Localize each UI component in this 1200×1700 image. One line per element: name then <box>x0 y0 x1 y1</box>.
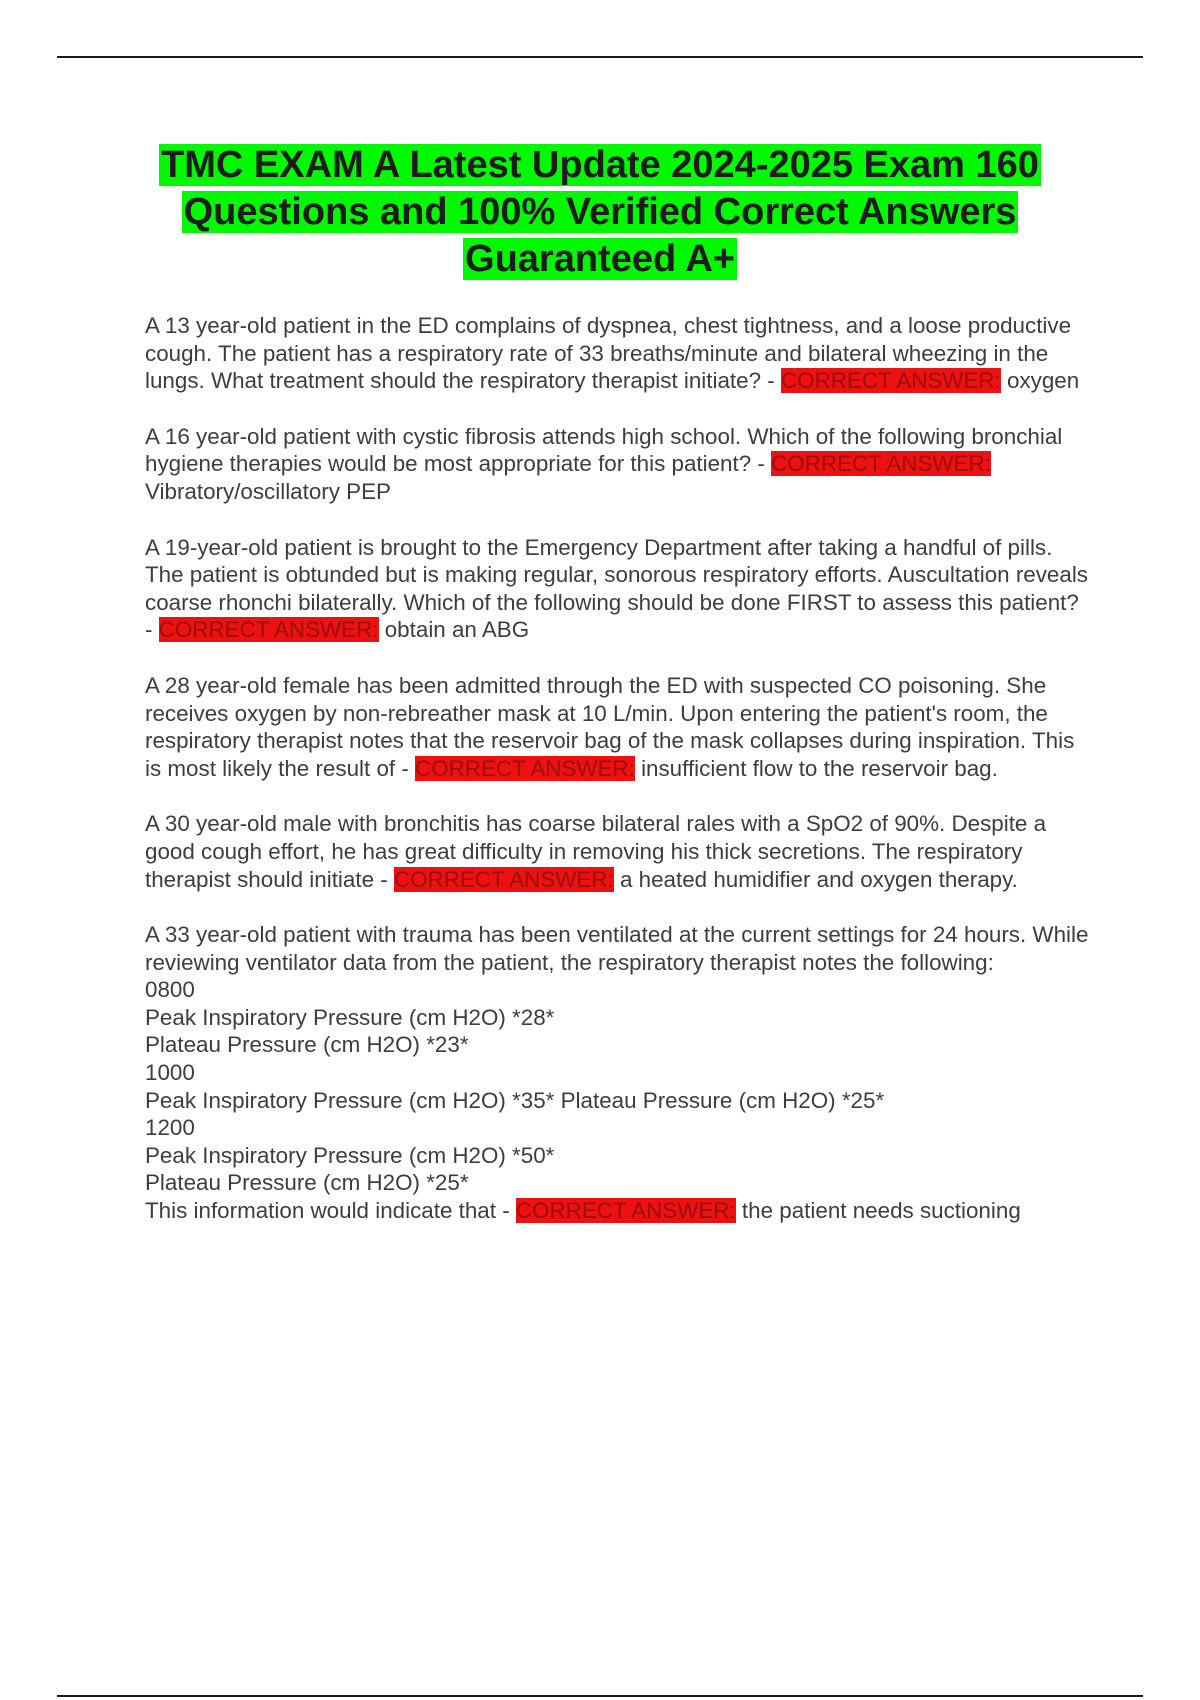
qa-item-4 <box>145 672 1090 782</box>
answer-text: insufficient flow to the reservoir bag. <box>641 755 998 781</box>
vent-data-line: Plateau Pressure (cm H2O) *25* <box>145 1170 469 1196</box>
answer-text: Vibratory/oscillatory PEP <box>145 478 391 504</box>
qa-item-1 <box>145 312 1090 395</box>
qa-item-3 <box>145 534 1090 644</box>
vent-data-line: 0800 <box>145 977 195 1003</box>
bottom-rule <box>57 1695 1143 1697</box>
question-text: A 16 year-old patient with cystic fibrosis attends high school. Which of the following bronchial hygiene therapies would be most appropriate for this patient? - <box>145 423 1063 477</box>
vent-data-line: Peak Inspiratory Pressure (cm H2O) *50* <box>145 1142 555 1168</box>
question-text: A 30 year-old male with bronchitis has coarse bilateral rales with a SpO2 of 90%. Despite a good cough effort, he has great difficulty in removing his thick secretions. The respiratory therapist should initiate - <box>145 811 1047 892</box>
vent-data-line: Peak Inspiratory Pressure (cm H2O) *28* <box>145 1004 555 1030</box>
answer-text: obtain an ABG <box>384 617 530 643</box>
correct-answer-label: CORRECT ANSWER: <box>515 1198 736 1224</box>
question-text: A 19-year-old patient is brought to the Emergency Department after taking a handful of pills. The patient is obtunded but is making regular, sonorous respiratory efforts. Auscultation reveals coarse rhonchi bilaterally. Which of the following should be done FIRST to assess this patient? - <box>145 534 1089 643</box>
correct-answer-label: CORRECT ANSWER: <box>771 451 991 477</box>
top-rule <box>57 56 1143 58</box>
qa-item-2 <box>145 423 1090 506</box>
correct-answer-label: CORRECT ANSWER: <box>415 755 635 781</box>
question-text: This information would indicate that - <box>145 1198 510 1224</box>
vent-data-line: 1200 <box>145 1115 195 1141</box>
qa-item-5 <box>145 810 1090 893</box>
correct-answer-label: CORRECT ANSWER: <box>393 866 614 892</box>
answer-text: the patient needs suctioning <box>741 1198 1021 1224</box>
vent-data-line: Peak Inspiratory Pressure (cm H2O) *35* Plateau Pressure (cm H2O) *25* <box>145 1087 885 1113</box>
answer-text: a heated humidifier and oxygen therapy. <box>619 866 1018 892</box>
title-highlight: TMC EXAM A Latest Update 2024-2025 Exam 160 Questions and 100% Verified Correct Answers Guaranteed A+ <box>161 144 1039 280</box>
question-intro: A 33 year-old patient with trauma has been ventilated at the current settings for 24 hours. While reviewing ventilator data from the patient, the respiratory therapist notes the following: <box>145 922 1089 975</box>
question-text: A 13 year-old patient in the ED complains of dyspnea, chest tightness, and a loose productive cough. The patient has a respiratory rate of 33 breaths/minute and bilateral wheezing in the lungs. What treatment should the respiratory therapist initiate? - <box>145 313 1072 394</box>
document-title <box>100 142 1100 283</box>
question-text: A 28 year-old female has been admitted through the ED with suspected CO poisoning. She receives oxygen by non-rebreather mask at 10 L/min. Upon entering the patient's room, the respiratory therapist notes that the reservoir bag of the mask collapses during inspiration. This is most likely the result of - <box>145 672 1075 781</box>
vent-data-line: Plateau Pressure (cm H2O) *23* <box>145 1032 469 1058</box>
vent-data-line: 1000 <box>145 1060 195 1086</box>
correct-answer-label: CORRECT ANSWER: <box>780 368 1001 394</box>
correct-answer-label: CORRECT ANSWER: <box>158 617 379 643</box>
qa-item-6 <box>145 921 1090 1225</box>
answer-text: oxygen <box>1007 368 1080 394</box>
document-body <box>145 312 1090 1253</box>
